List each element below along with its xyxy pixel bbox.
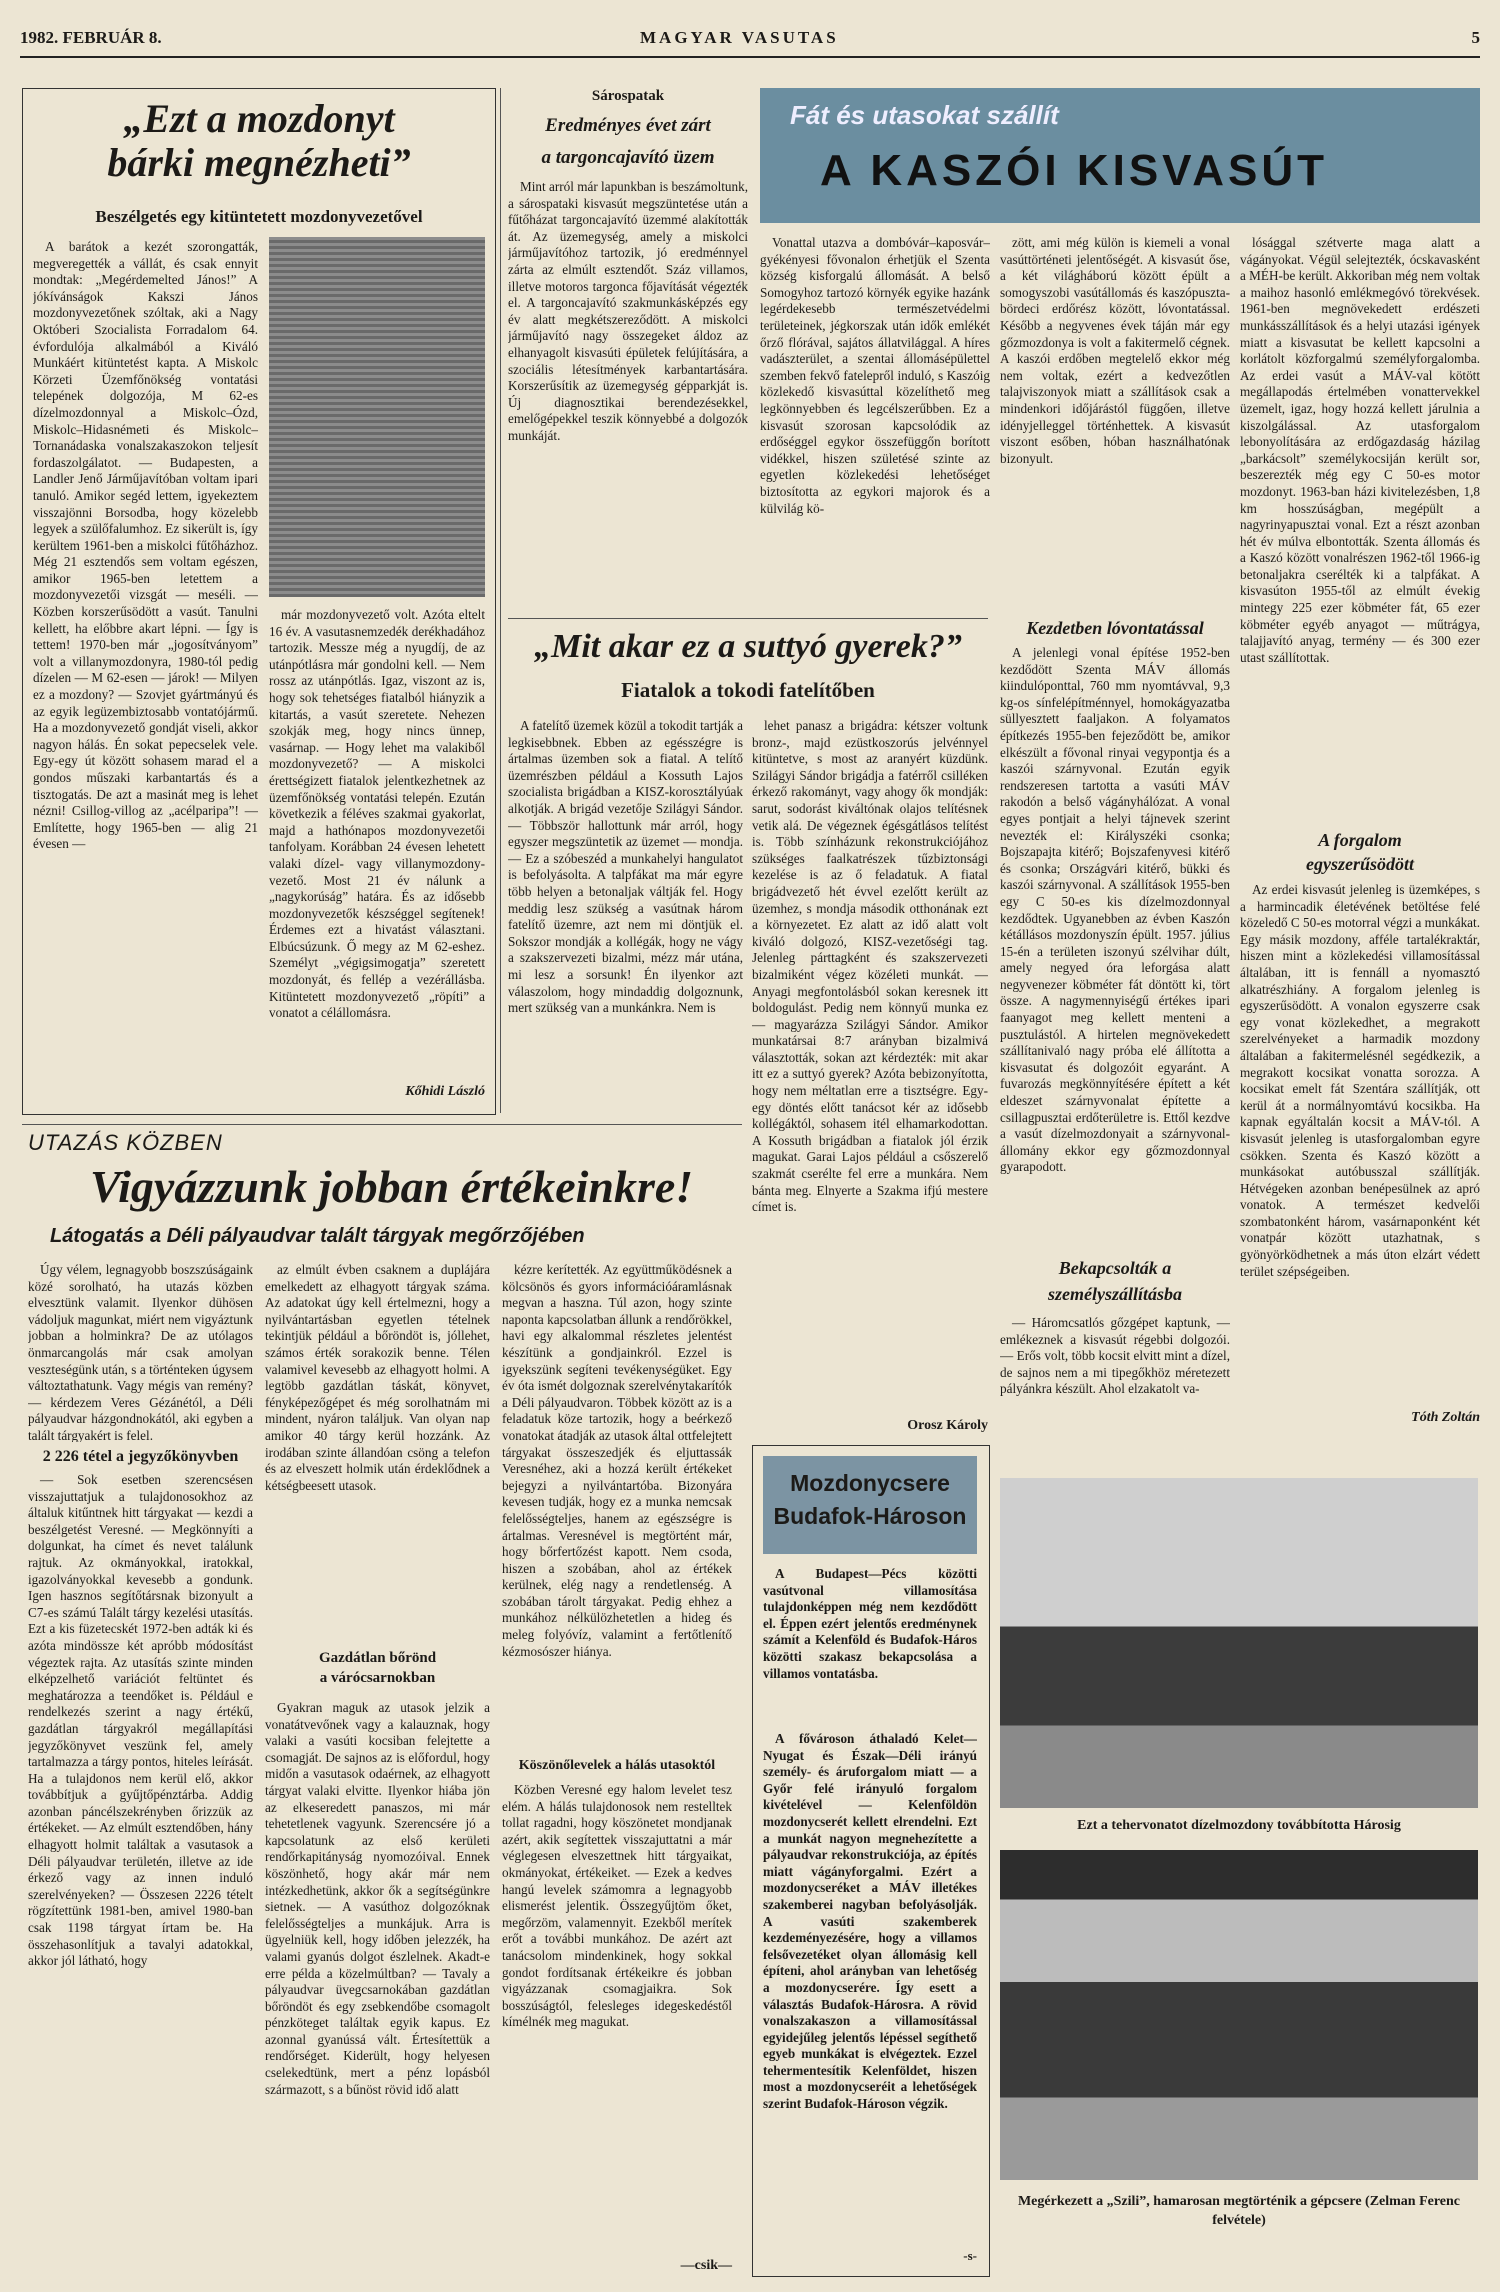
- mozdonycsere-title-1: Mozdonycsere: [790, 1470, 950, 1496]
- utazas-column-3: kézre kerítették. Az együttműködésnek a kölcsönös és gyors információáramlásnak megvan a haszna. Túl azon, hogy szinte naponta kapcsolatban állunk a rendőrökkel, havi egy alkalommal részletes jelentést készítünk a gondjainkról. Ezzel is igyekszünk segíteni tevékenységüket. Egy év óta ismét dolgoznak szerelvénytakarítók a Déli pályaudvaron. Többek között az is a feladatuk köze tartozik, hogy a beérkező vonatokat átadják az utasok által ottfelejtett tárgyakat összeszedjék és eljuttassák Veresnéhez, aki a hozzá került értékeket bejegyzi a nyilvántartóba. Bizonyára kevesen tudják, hogy ez a munka nemcsak felelősségteljes, hanem az egészségre is ártalmas. Veresnével is megtörtént már, hogy bőrfertőzést kapott. Nem csoda, hiszen a szobában, ahol az értékek kerülnek, elég nagy a rendetlenség. A szobában tárolt tárgyakat. Pedig ehhez a munkához nélkülözhetetlen a hideg és meleg folyóvíz, valamint a fertőtlenítő kézmosószer hiánya.: [502, 1262, 732, 1659]
- utazas-subhead-2: Gazdátlan bőrönd a várócsarnokban: [318, 1650, 437, 1686]
- sarospatak-body: Mint arról már lapunkban is beszámoltunk, a sárospataki kisvasút megszüntetése után a fűtőházat targoncajavító üzemmé alakították át. Az üzemegység, amely a miskolci járműjavítóhoz tartozik, jó eredménnyel zárta az elmúlt esztendőt. Száz villamos, illetve motoros targonca főjavítását végezték el. A targoncajavító szakmunkásképzés egy év alatt megkétszereződött. A miskolci járműjavító nagy összegeket áldoz az elhanyagolt kisvasúti épületek felújítására, a szociális létesítmények karbantartására. Korszerűsítik az üzemegység gépparkját is. Új diagnosztikai berendezésekkel, emelőgépekkel teszik könnyebbé a dolgozók munkáját.: [508, 179, 748, 443]
- kaszo-subhead-2: Bekapcsolták a személyszállításba: [1048, 1258, 1182, 1304]
- suttyo-author: Orosz Károly: [907, 1418, 988, 1433]
- column-rule: [500, 88, 501, 1113]
- section-rule: [22, 1124, 742, 1125]
- utazas-column-1: Úgy vélem, legnagyobb boszszúságaink közé sorolható, ha utazás közben elvesztünk valamit. Ilyenkor dühösen vádoljuk magunkat, miért nem vigyáztunk jobban a holminkra? De az utólagos önmarcangolás már csak amolyan veszteségünk után, s a történteken úgysem változtathatunk. Vagy mégis van remény? — kérdezem Veres Gézánétól, a Déli pályaudvar házgondnokától, aki egyben a talált tárgyakért is felel.: [28, 1262, 253, 1442]
- electric-locomotive-photo: [1000, 1850, 1478, 2180]
- suttyo-column-2: lehet panasz a brigádra: kétszer voltunk bronz-, majd ezüstkoszorús jelvénnyel kitüntetve, s most az aranyért küzdünk. Szilágyi Sándor brigádja a fatérről csilléken érkező rakományt, vagy ahogy ők mondják: sarut, sodorást kiváltónak olajos telítésnek vetik alá. De végeznek égésgátlásos telítést is. Több színházunk rekonstrukciójához szükséges faalkatrészek tűzbiztonsági kezelése is az ő feladatuk. A fiatal brigádvezető hét évvel ezelőtt került az üzemhez, s mondja második otthonának ezt a környezetet. Ez alatt az idő alatt volt kiváló dolgozó, KISZ-vezetőségi tag. Jelenleg párttagként és szakszervezeti bizalmiként végez közéleti munkát. — Anyagi megfontolásból sokan keresnek itt boldogulást. Pedig nem könnyű munka ez — magyarázza Szilágyi Sándor. Amikor munkatársai 8:7 arányban bizalmivá választották, sokan azt kérdezték: mit akar itt ez a suttyó gyerek? Azóta bebizonyította, hogy nem méltatlan erre a tisztségre. Egy-egy döntés előtt tanácsot kér az idősebb kollégáktól, sohasem itél elhamarkodottan. A Kossuth brigádban a fiatalok jól érzik magukat. Garai Lajos például a csőszerelő szakmát cserélte fel erre a munkára. Nem bánta meg. Elnyerte a Szakma ifjú mestere címet is.: [752, 718, 988, 1215]
- sarospatak-title-1: Eredményes évet zárt: [545, 115, 711, 136]
- photo-caption-1: Ezt a tehervonatot dízelmozdony továbbította Hárosig: [1077, 1818, 1401, 1833]
- utazas-subhead-3: Köszönőlevelek a hálás utasoktól: [518, 1758, 716, 1773]
- freight-train-photo: [1000, 1478, 1478, 1808]
- kaszo-banner: [760, 88, 1480, 223]
- utazas-title: Vigyázzunk jobban értékeinkre!: [90, 1161, 694, 1212]
- sarospatak-kicker: Sárospatak: [591, 88, 665, 104]
- photo-caption-2: Megérkezett a „Szili”, hamarosan megtörténik a gépcsere (Zelman Ferenc felvétele): [1017, 2194, 1461, 2228]
- mozdonycsere-author: -s-: [963, 2248, 977, 2263]
- interview-title: „Ezt a mozdonyt bárki megnézheti”: [107, 96, 411, 185]
- interview-column-1: A barátok a kezét szorongatták, megveregették a vállát, és csak ennyit mondtak: „Megérdemelted János!” A jókívánságok Kakszi János mozdonyvezetőnek szóltak, aki a Nagy Októberi Szocialista Forradalom 64. évfordulója alkalmából a Kiváló Munkáért kitüntetést kapta. A Miskolc Körzeti Üzemfőnökség vontatási telepének dolgozója, M 62-es dízelmozdonnyal a Miskolc–Ózd, Miskolc–Hidasnémeti és Miskolc–Tornanádaska vonalszakaszokon teljesít fordaszolgálatot. — Budapesten, a Landler Jenő Járműjavítóban voltam ipari tanuló. Amikor segéd lettem, igyekeztem visszajönni Borsodba, hogy közelebb legyek a szülőfalumhoz. Ez sikerült is, így kerültem 1961-ben a miskolci fűtőházhoz. Még 21 esztendős sem voltam egészen, amikor 1965-ben letettem a mozdonyvezetői vizsgát — meséli. — Közben korszerűsödött a vasút. Tanulni kellett, ha előbbre akart lépni. — Így is tettem! 1970-ben már „jogosítványom” volt a villanymozdonyra, 1980-tól pedig dízelen — M 62-esen — járok! — Milyen ez a mozdony? — Szovjet gyártmányú és az egyik legüzembiztosabb vontatójármű. Ha a mozdonyvezető gondját viseli, akkor nagyon hálás. Én sokat pepecselek vele. Egy-egy út között sohasem marad el a gondos műszaki karbantartás és a tisztogatás. De azt a masinát meg is lehet nézni! Csillog-villog az „acélparipa”! — Említette, hogy 1965-ben — alig 21 évesen —: [33, 239, 258, 852]
- page-header: [20, 22, 1480, 58]
- kaszo-title: A KASZÓI KISVASÚT: [820, 146, 1329, 195]
- paper-name: MAGYAR VASUTAS: [640, 28, 839, 47]
- kaszo-subhead-3: A forgalom egyszerűsödött: [1306, 830, 1414, 874]
- section-rule: [508, 618, 988, 619]
- interview-column-2: már mozdonyvezető volt. Azóta eltelt 16 év. A vasutasnemzedék derékhadához tartozik. Messze még a nyugdíj, de az utánpótlásra már gondolni kell. — Nem rossz az utánpótlás. Igaz, viszont az is, hogy sok tehetséges fiatalból hiányzik a kitartás, a vasút szeretete. Nehezen szokják meg, hogy nincs ünnep, vasárnap. — Hogy lehet ma valakiből mozdonyvezető? — A miskolci érettségizett fiatalok jelentkezhetnek az üzemfőnökség vontatási telepén. Ezután következik a féléves szakmai gyakorlat, majd a hathónapos mozdonyvezetői tanfolyam. Korábban 24 évesen lehetett valaki dízel- vagy villanymozdony-vezető. Most 21 év nálunk a „nagykorúság” határa. És az idősebb mozdonyvezetők készséggel segítenek! Érdemes ezt a hivatást választani. Elbúcsúzunk. Ő megy az M 62-eshez. Személyt „végigsimogatja” szeretett mozdonyát, és fellép a vezérállásba. Kitüntetett mozdonyvezető „röpíti” a vonatot a célállomásra.: [269, 607, 485, 1021]
- mozdonycsere-body: A fővároson áthaladó Kelet—Nyugat és Észak—Déli irányú személy- és áruforgalom miatt — a Győr felé irányuló forgalom kivételével — Kelenföldön mozdonycserét kellett elrendelni. Ezt a munkát nagyon megnehezítette a pályaudvar rekonstrukciója, az építés miatt vágányforgalmi. Ezért a mozdonycseréket a MÁV illetékes szakemberei nagyban befolyásolják. A vasúti szakemberek kezdeményezésére, hogy a villamos felsővezetéket olyan állomásig kell építeni, ahol arányban van lehetőség a mozdonycserére. Így esett a választás Budafok-Hárosra. A rövid vonalszakaszon a villamosítással egyidejűleg jelentős lépéssel segíthető egyeb munkákat is elvégeztek. Ezzel tehermentesítik Kelenföldet, hiszen most a mozdonycseréit a lehetőségek szerint Budafok-Hároson végzik.: [763, 1731, 977, 2112]
- issue-date: 1982. FEBRUÁR 8.: [20, 28, 162, 47]
- utazas-column-1b: — Sok esetben szerencsésen visszajuttatjuk a tulajdonosokhoz az általuk kitűntnek hitt tárgyakat — kezdi a beszélgetést Veresné. — Megkönnyíti a dolgunkat, ha címet és nevet találunk rajtuk. Az okmányokkal, iratokkal, igazolványokkal kevesebb a gondunk. Igen hasznos segítőtársnak bizonyult a C7-es számú Talált tárgy kezelési utasítás. Ezt a kis füzetecskét 1972-ben adták ki és azóta mindössze két apróbb módosítást végeztek rajta. Az utasítás szinte minden elképzelhető variációt feltüntet és meghatározza a teendőket is. Például e rendelkezés szerint a nagy értékű, gazdátlan tárgyakról megállapítási jegyzőkönyvet veszünk fel, amely tartalmazza a tárgy pontos, hiteles leírását. Ha a tulajdonos nem kerül elő, akkor továbbítjuk a gyűjtőpénztárba. Addig azonban páncélszekrényben őrizzük az értékeket. — Az elmúlt esztendőben, hány elhagyott holmit találtak a vasutasok a Déli pályaudvar területén, illetve az ide érkező vagy az innen induló szerelvényeken? — Összesen 2226 tételt rögzítettünk 1981-ben, amivel 1980-ban csak 1198 tárgyat írtam be. Ha összehasonlítjuk a tavalyi adatokkal, akkor jól látható, hogy: [28, 1472, 253, 1969]
- utazas-column-3b: Közben Veresné egy halom levelet tesz elém. A hálás tulajdonosok nem restelltek tollat ragadni, hogy köszönetet mondjanak azért, akik segítettek visszajuttatni a már véglegesen elveszettnek hitt tárgyaikat, okmányokat, értékeiket. — Ezek a kedves hangú levelek számomra a legnagyobb elismerést jelentik. Összegyűjtöm őket, megőrzöm, valamennyit. Ezekből merítek erőt a további munkához. De azért azt tanácsolom mindenkinek, hogy sokkal gondot fordítsanak értékeikre és jobban vigyázzanak csomagjaikra. Sok bosszúságtól, felesleges idegeskedéstől kímélnék meg magukat.: [502, 1782, 732, 2030]
- utazas-subtitle: Látogatás a Déli pályaudvar talált tárgyak megőrzőjében: [50, 1225, 585, 1247]
- kaszo-kicker: Fát és utasokat szállít: [790, 100, 1059, 130]
- kaszo-column-2c: — Háromcsatlós gőzgépet kaptunk, — emlékeznek a kisvasút régebbi dolgozói. — Erős volt, több kocsit elvitt mint a dízel, de sajnos nem a mi tipegőkhöz méretezett pályánkra készült. Ahol elzakatolt va-: [1000, 1315, 1230, 1397]
- mozdonycsere-box: [752, 1445, 990, 2277]
- sarospatak-article: [508, 88, 748, 588]
- page-number: 5: [1471, 28, 1480, 47]
- kaszo-column-2: zött, ami még külön is kiemeli a vonal vasúttörténeti jelentőségét. A kisvasút őse, a két világháború között épült a somogyszobi vasútállomás és kaszópuszta-bördeci erdőrész között, lóvontatással. Később a negyvenes évek táján már egy gőzmozdonya is volt a fakitermelő cégnek. A kaszói erdőben megtelelő ekkor még nem voltak, ezért a kedvezőtlen talajviszonyok miatt a szállítások csak a mindenkori időjárástól függően, illetve idényjelleggel történhettek. A kisvasút viszont esőben, hóban használhatónak bizonyult.: [1000, 235, 1230, 466]
- mozdonycsere-title-panel: [763, 1456, 977, 1554]
- kaszo-column-2b: A jelenlegi vonal építése 1952-ben kezdődött Szenta MÁV állomás kiindulóponttal, 760 mm nyomtávval, 9,3 kg-os sínfelépítménnyel, homokágyazatba süllyesztett faaljakon. A folyamatos építkezés 1955-ben fejeződött be, amikor elkészült a fővonal rinyai vegypontja és a kaszói szárnyvonal. Ezután egyik rendszeresen tartotta a vasúti MÁV rakodón a belső vágányhálózat. A vonal egyes pontjait a helyi tájnevek szerint nevezték el: Királyszéki csonka; Bojszapajta kitérő; Bojszafenyvesi kitérő és csonka; Országvári kitérő, bükki és kaszói szárnyvonal. A szállítások 1955-ben egy C 50-es kis dízelmozdonnyal kezdődtek. Ugyanebben az évben Kaszón kétállásos mozdonyszín épült. 1957. július 15-én a területen iszonyú szélvihar dúlt, amely negyed óra leforgása alatt negyvenezer köbméter fát döntött ki, tört össze. A nagymennyiségű értékes ipari faanyagot meg kellett menteni a pusztulástól. A hirtelen megnövekedett szállítanivaló nagy próba elé állította a kisvasutat és dolgozóit egyaránt. A fuvarozás megkönnyítésére épített a két eldeszet szárnyvonalat építette a csillagpusztai erdőterületre is. Ettől kezdve a vasút dízelmozdonyait a szárnyvonal-állomány ekkor egy gőzmozdonnyal gyarapodott.: [1000, 645, 1230, 1175]
- utazas-column-2: az elmúlt évben csaknem a duplájára emelkedett az elhagyott tárgyak száma. Az adatokat úgy kell értelmezni, hogy a nyilvántartásban egyetlen tételnek tekintjük például a bőröndöt is, jóllehet, számos érték sorakozik benne. Télen valamivel kevesebb az elhagyott holmi. A legtöbb gazdátlan táskát, könyvet, fényképezőgépet és még sorolhatnám mi mindent, nyáron találjuk. Van olyan nap amikor 40 tárgy kerül hozzánk. Az irodában szinte állandóan csöng a telefon és az elveszett holmik után érdeklődnek a kétségbeesett utasok.: [265, 1262, 490, 1493]
- sarospatak-title-2: a targoncajavító üzem: [541, 147, 715, 168]
- suttyo-subtitle: Fiatalok a tokodi fatelítőben: [621, 678, 875, 702]
- utazas-author: —csik—: [680, 2258, 732, 2273]
- kaszo-column-1: Vonattal utazva a dombóvár–kaposvár–gyékényesi fővonalon érhetjük el Szenta község kisforgalú állomását. A belső Somogyhoz tartozó környék egyike hazánk legérdekesebb természetvédelmi területeinek, jégkorszak után idők emlékét őrző flórával, sajátos állatvilággal. A híres vadászterület, a szentai állomásépülettel szemben fekvő fatelepről induló, s Kaszóig közlekedő kisvasúttal közelíthető meg legkönnyebben és legcélszerűbben. Ez a kisvasút szorosan kapcsolódik az erdőséggel egykor összefüggőn borított vidékkel, hiszen születésé szinte az egyetlen közlekedési lehetőséget biztosította az egykori majorok és a külvilág kö-: [760, 235, 990, 516]
- utazas-column-2b: Gyakran maguk az utasok jelzik a vonatátvevőnek vagy a kalauznak, hogy valaki a vasúti kocsiban felejtette a csomagját. De sajnos az is előfordul, hogy midőn a vasutasok odaérnek, az elhagyott tárgyat valaki elvitte. Ilyenkor hiába jön az elkeseredett panaszos, mi már tehetetlenek vagyunk. Szerencsére jó a kapcsolatunk az első kerületi rendőrkapitányság nyomozóival. Ennek köszönhető, hogy akár már nem intézkedhetünk, akkor ők a segítségünkre sietnek. — A vasúthoz dolgozóknak felelősségteljes a munkájuk. Arra is ügyelniük kell, hogy időben jelezzék, ha valami gyanús dolgot észlelnek. Akadt-e erre példa a közelmúltban? — Tavaly a pályaudvar üvegcsarnokában gazdátlan bőröndöt és egy zsebkendőbe csomagolt pénzköteget találtak egyik kapus. Ez azonnal gyanússá vált. Értesítettük a rendőrséget. Kiderült, hogy helyesen cselekedtünk, mert a pénz lopásból származott, s a bűnöst rövid idő alatt: [265, 1700, 490, 2097]
- suttyo-column-1: A fatelítő üzemek közül a tokodit tartják a legkisebbnek. Ebben az egésszégre is ártalmas üzemben sok a fiatal. A telítő üzemrészben például a Kossuth Lajos szocialista brigádban a KISZ-korosztályúak alkotják. A brigád vezetője Szilágyi Sándor. — Többször hallottunk már arról, hogy egyszer megszüntetik az üzemet — mondja. — Ez a szóbeszéd a munkahelyi hangulatot is befolyásolta. A talpfákat ma már egyre több helyen a betonaljak váltják fel. Hogy meddig lesz szükség a vasútnak három fatelítő üzemre, azt nem mi döntjük el. Sokszor mondják a kollégák, hogy ne vágy a szakszervezeti bizalmi, mézz már utána, mi lesz a sorsunk! Én ilyenkor azt válaszolom, hogy mindaddig dolgoznunk, mert szükség van a munkánkra. Nem is: [508, 718, 743, 1016]
- utazas-kicker: UTAZÁS KÖZBEN: [28, 1130, 223, 1155]
- kaszo-subhead-1: Kezdetben lóvontatással: [1026, 618, 1204, 638]
- kaszo-column-3: lósággal szétverte maga alatt a vágányokat. Végül selejtezték, ócskavasként a MÉH-be került. Akkoriban még nem voltak a maihoz hasonló emlékmegóvó törekvések. 1961-ben megnövekedett erdészeti munkásszállítások és a helyi utazási igények miatt a kisvasutat be kellett kapcsolni a korlátolt közforgalmú személyforgalomba. Az erdei vasút a MÁV-val kötött megállapodás értelmében vonattervekkel üzemelt, igaz, hogy hozzá kellett járulnia a kiszolgálással. Az utasforgalom lebonyolítására az erdőgazdaság házilag „barkácsolt” személykocsiján került sor, beszerezték még egy C 50-es motor mozdonyt. 1963-ban házi kivitelezésben, 1,8 km hosszúságban, megépült a nagyrinyapusztai vonal. Ezt a részt azonban hét év múlva elbontották. Szenta állomás és a Kaszó között vonalrészen 1962-től 1966-ig betonaljakra cserélték ki a talpfákat. A kisvasúton 1955-től az elmúlt évekig mintegy 225 ezer köbméter fát, 65 ezer köbméter egyéb anyagot — műtrágya, talajjavító anyag, termény — és 300 ezer utast szállítottak.: [1240, 235, 1480, 665]
- utazas-subhead-1: 2 226 tétel a jegyzőkönyvben: [42, 1448, 239, 1465]
- interview-subtitle: Beszélgetés egy kitüntetett mozdonyvezetővel: [95, 207, 423, 226]
- suttyo-title: „Mit akar ez a suttyó gyerek?”: [534, 628, 962, 665]
- kaszo-author: Tóth Zoltán: [1411, 1410, 1480, 1425]
- interview-box: [22, 88, 496, 1115]
- mozdonycsere-lead: A Budapest—Pécs közötti vasútvonal villamosítása tulajdonképpen még nem kezdődött el. Éppen ezért jelentős eredménynek számít a Kelenföld és Budafok-Háros közötti szakasz bekapcsolása a villamos vontatásba.: [763, 1566, 977, 1681]
- mozdonycsere-title-2: Budafok-Hároson: [773, 1503, 967, 1529]
- kaszo-column-3b: Az erdei kisvasút jelenleg is üzemképes, s a harmincadik életévének betöltése felé közeledő C 50-es motorral végzi a munkákat. Egy másik mozdony, afféle tartalékraktár, hiszen mint a közlekedési villamosítással általában, itt is fennáll a nyomasztó alkatrészhiány. A forgalom jelenleg is egyszerűsödött. A vonalon egyszerre csak egy vonat közlekedhet, a megrakott szerelvényeket a harmadik mozdony általában a fakitermelésnél segédkezik, a megrakott kocsikat vonatta sorozza. A kocsikat emelt fát Szentára szállítják, ott kerül át a normálnyomtávú kocsikba. Ha kapnak egyáltalán kocsit a MÁV-tól. A kisvasút jelenleg is utasforgalomban egyre csökken. Szenta és Kaszó között a munkásokat autóbusszal szállítják. Hétvégeken azonban benépesülnek az apró vonatok. A természet kedvelői szombatonként három, vasárnaponként két vonatpár között utazhatnak, s gyönyörködhetnek a más úton elzárt védett terület szépségeiben.: [1240, 882, 1480, 1279]
- driver-portrait-photo: [269, 237, 485, 597]
- interview-author: Kőhidi László: [405, 1084, 485, 1099]
